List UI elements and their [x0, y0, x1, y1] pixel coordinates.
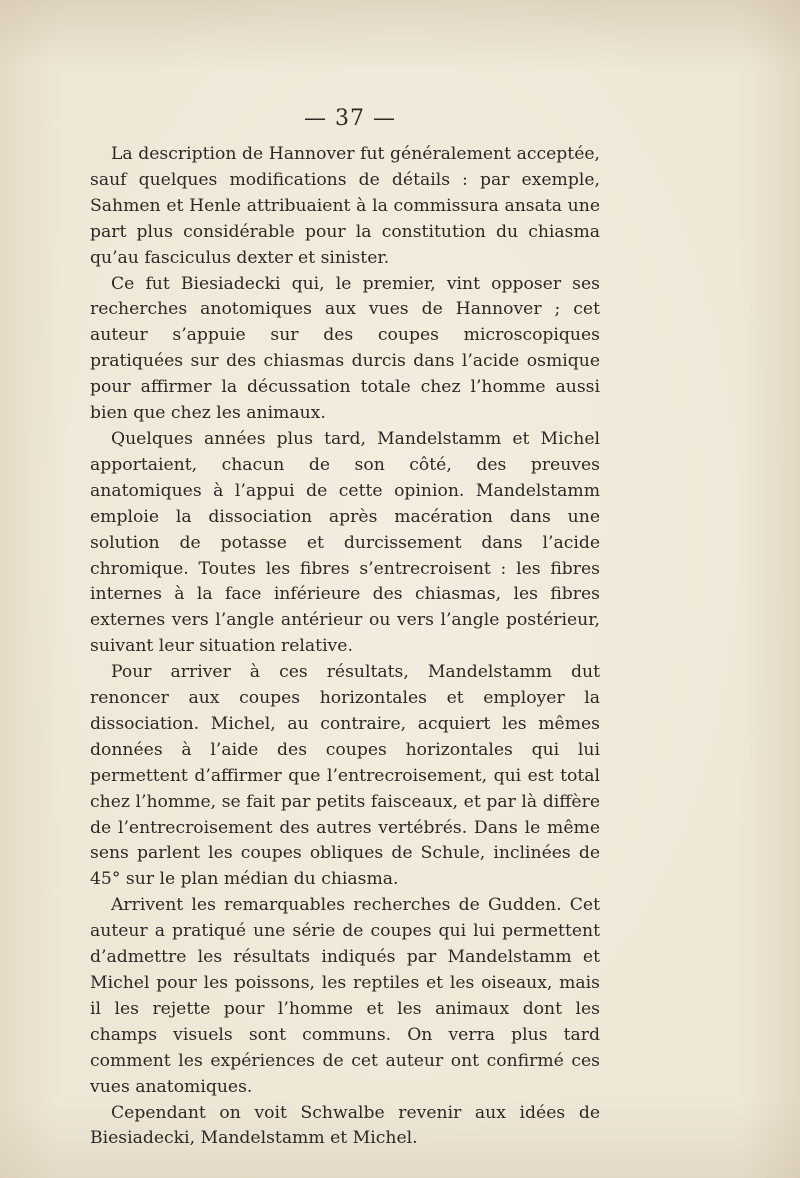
- page-body: [90, 142, 600, 1152]
- paragraph-1: La description de Hannover fut généralement acceptée, sauf quelques modifications de détails : par exemple, Sahmen et Henle attribuaient à la commissura ansata une part plus considérable pour la constitution du chiasma qu’au fasciculus dexter et sinister.: [90, 144, 600, 268]
- paragraph-5: Arrivent les remarquables recherches de Gudden. Cet auteur a pratiqué une série de coupes qui lui permettent d’admettre les résultats indiqués par Mandelstamm et Michel pour les poissons, les reptiles et les oiseaux, mais il les rejette pour l’homme et les animaux dont les champs visuels sont communs. On verra plus tard comment les expériences de cet auteur ont confirmé ces vues anatomiques.: [90, 895, 600, 1097]
- paragraph-2: Ce fut Biesiadecki qui, le premier, vint opposer ses recherches anotomiques aux vues de Hannover ; cet auteur s’appuie sur des coupes microscopiques pratiquées sur des chiasmas durcis dans l’acide osmique pour affirmer la décussation totale chez l’homme aussi bien que chez les animaux.: [90, 273, 600, 424]
- paragraph-4: Pour arriver à ces résultats, Mandelstamm dut renoncer aux coupes horizontales et employer la dissociation. Michel, au contraire, acquiert les mêmes données à l’aide des coupes horizontales qui lui permettent d’affirmer que l’entrecroisement, qui est total chez l’homme, se fait par petits faisceaux, et par là diffère de l’entrecroisement des autres vertébrés. Dans le même sens parlent les coupes obliques de Schule, inclinées de 45° sur le plan médian du chiasma.: [90, 662, 600, 890]
- paragraph-6: Cependant on voit Schwalbe revenir aux idées de Biesiadecki, Mandelstamm et Michel.: [90, 1102, 600, 1149]
- paragraph-3: Quelques années plus tard, Mandelstamm et Michel apportaient, chacun de son côté, des preuves anatomiques à l’appui de cette opinion. Mandelstamm emploie la dissociation après macération dans une solution de potasse et durcissement dans l’acide chromique. Toutes les fibres s’entrecroisent : les fibres internes à la face inférieure des chiasmas, les fibres externes vers l’angle antérieur ou vers l’angle postérieur, suivant leur situation relative.: [90, 428, 600, 657]
- page-number: — 37 —: [304, 106, 396, 131]
